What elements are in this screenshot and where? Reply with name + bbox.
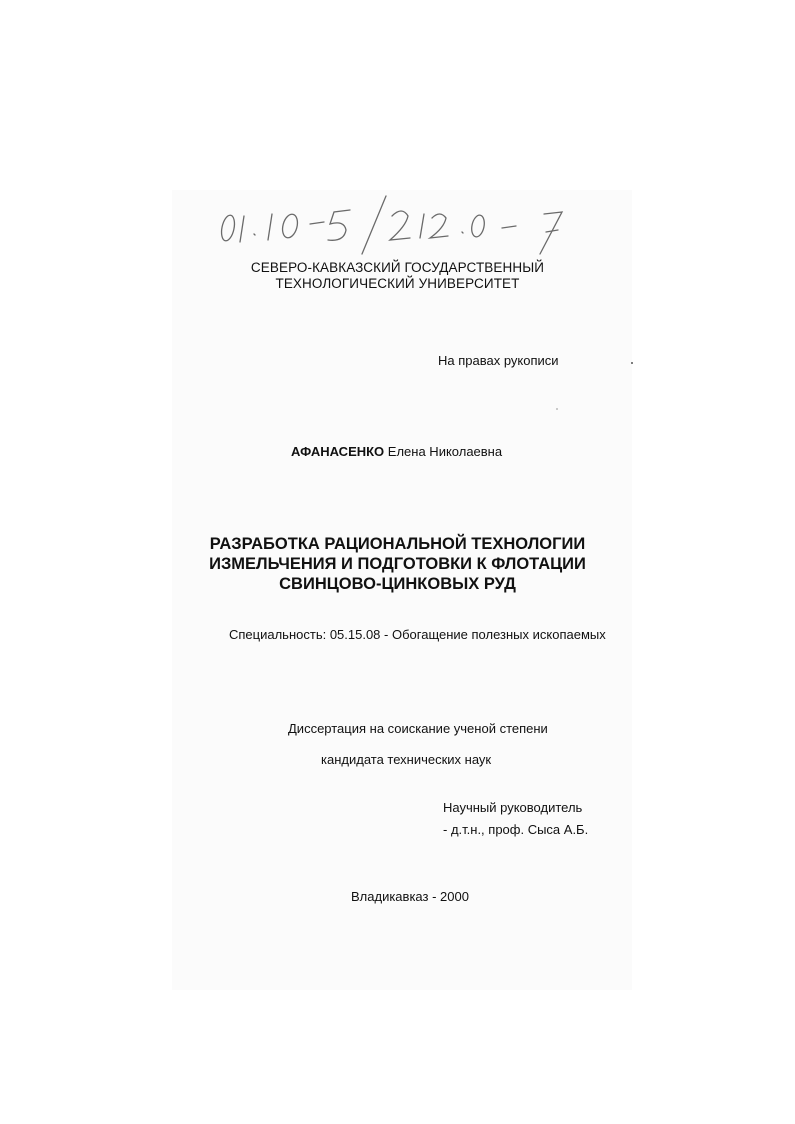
title-line-1: РАЗРАБОТКА РАЦИОНАЛЬНОЙ ТЕХНОЛОГИИ (209, 535, 586, 553)
scan-speck (556, 408, 558, 410)
dissertation-degree-line: Диссертация на соискание ученой степени (288, 721, 548, 736)
university-name (0, 260, 795, 292)
handwritten-archive-mark (210, 188, 600, 260)
manuscript-rights-note: На правах рукописи (438, 353, 559, 368)
university-line-1: СЕВЕРО-КАВКАЗСКИЙ ГОСУДАРСТВЕННЫЙ (250, 260, 545, 275)
specialty-line: Специальность: 05.15.08 - Обогащение полезных ископаемых (229, 627, 606, 642)
author-given-names: Елена Николаевна (387, 444, 503, 459)
dissertation-title (0, 534, 795, 594)
author-surname: АФАНАСЕНКО (291, 444, 385, 459)
city-year: Владикавказ - 2000 (351, 889, 469, 904)
author-name (291, 444, 502, 459)
scientific-advisor (443, 797, 588, 841)
candidate-degree-line: кандидата технических наук (321, 752, 492, 767)
advisor-label: Научный руководитель (443, 800, 583, 815)
scan-speck (631, 362, 633, 364)
university-line-2: ТЕХНОЛОГИЧЕСКИЙ УНИВЕРСИТЕТ (275, 276, 520, 291)
advisor-name: - д.т.н., проф. Сыса А.Б. (443, 822, 589, 837)
title-line-3: СВИНЦОВО-ЦИНКОВЫХ РУД (279, 575, 516, 593)
title-line-2: ИЗМЕЛЬЧЕНИЯ И ПОДГОТОВКИ К ФЛОТАЦИИ (209, 555, 586, 573)
